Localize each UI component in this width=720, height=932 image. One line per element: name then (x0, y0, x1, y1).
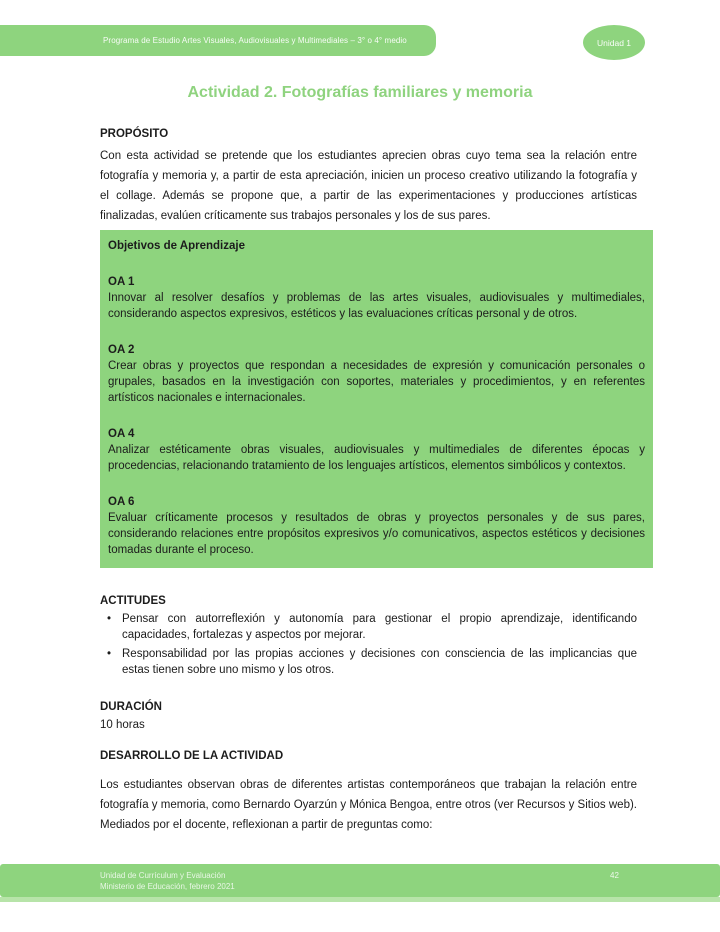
header-program-bar (0, 25, 436, 56)
objective-item-oa1 (108, 274, 645, 322)
actitudes-list-item (100, 611, 637, 643)
footer-line2: Ministerio de Educación, febrero 2021 (100, 882, 235, 891)
header-program-label: Programa de Estudio Artes Visuales, Audiovisuales y Multimediales – 3° o 4° medio (103, 36, 407, 45)
document-body (100, 120, 653, 835)
duracion-heading: DURACIÓN (100, 701, 162, 713)
proposito-heading: PROPÓSITO (100, 128, 169, 140)
objectives-box-heading: Objetivos de Aprendizaje (108, 240, 245, 252)
desarrollo-paragraph: Los estudiantes observan obras de diferentes artistas contemporáneos que trabajan la relación entre fotografía y memoria, como Bernardo Oyarzún y Mónica Bengoa, entre otros (ver Recursos y Sitios web). Mediados por el docente, reflexionan a partir de preguntas como: (100, 779, 637, 831)
footer-accent-strip (0, 897, 720, 902)
proposito-paragraph: Con esta actividad se pretende que los estudiantes aprecien obras cuyo tema sea la relación entre fotografía y memoria y, a partir de esta apreciación, inicien un proceso creativo utilizando la fotografía y el collage. Además se propone que, a partir de las experimentaciones y producciones artísticas finalizadas, evalúen críticamente sus trabajos personales y los de sus pares. (100, 150, 637, 222)
page-number: 42 (610, 871, 619, 880)
objective-code: OA 2 (108, 344, 135, 356)
objective-text: Innovar al resolver desafíos y problemas de las artes visuales, audiovisuales y multimediales, considerando aspectos expresivos, estéticos y las evaluaciones críticas personal y de otros. (108, 292, 645, 320)
desarrollo-heading: DESARROLLO DE LA ACTIVIDAD (100, 750, 284, 762)
unit-badge-label: Unidad 1 (596, 37, 632, 48)
bullet-icon: • (107, 613, 112, 625)
objective-code: OA 1 (108, 276, 135, 288)
objective-item-oa4 (108, 426, 645, 474)
footer-line1: Unidad de Currículum y Evaluación (100, 871, 226, 880)
objective-item-oa2 (108, 342, 645, 406)
objective-text: Evaluar críticamente procesos y resultados de obras y proyectos personales y de sus pares, considerando relaciones entre propósitos expresivos y/o comunicativos, aspectos estéticos y decisiones tomadas durante el proceso. (108, 512, 645, 556)
page-title: Actividad 2. Fotografías familiares y memoria (187, 84, 533, 101)
objective-item-oa6 (108, 494, 645, 558)
objective-text: Analizar estéticamente obras visuales, audiovisuales y multimediales de diferentes épocas y procedencias, relacionando tratamiento de los lenguajes artísticos, elementos simbólicos y contextos. (108, 444, 645, 472)
objective-code: OA 4 (108, 428, 135, 440)
actitudes-heading: ACTITUDES (100, 595, 166, 607)
duracion-value: 10 horas (100, 719, 145, 731)
bullet-icon: • (107, 648, 112, 660)
objective-text: Crear obras y proyectos que respondan a necesidades de expresión y comunicación personales o grupales, basados en la investigación con soportes, materiales y procedimientos, y en referentes artísticos nacionales e internacionales. (108, 360, 645, 404)
unit-badge (583, 25, 645, 60)
actitudes-list-item (100, 646, 637, 678)
actitudes-item-text: Pensar con autorreflexión y autonomía para gestionar el propio aprendizaje, identificando capacidades, fortalezas y aspectos por mejorar. (122, 613, 637, 641)
footer-credits (100, 870, 235, 892)
learning-objectives-box (100, 230, 653, 568)
objective-code: OA 6 (108, 496, 135, 508)
actitudes-list (100, 611, 637, 678)
actitudes-item-text: Responsabilidad por las propias acciones y decisiones con consciencia de las implicancias que estas tienen sobre uno mismo y los otros. (122, 648, 637, 676)
